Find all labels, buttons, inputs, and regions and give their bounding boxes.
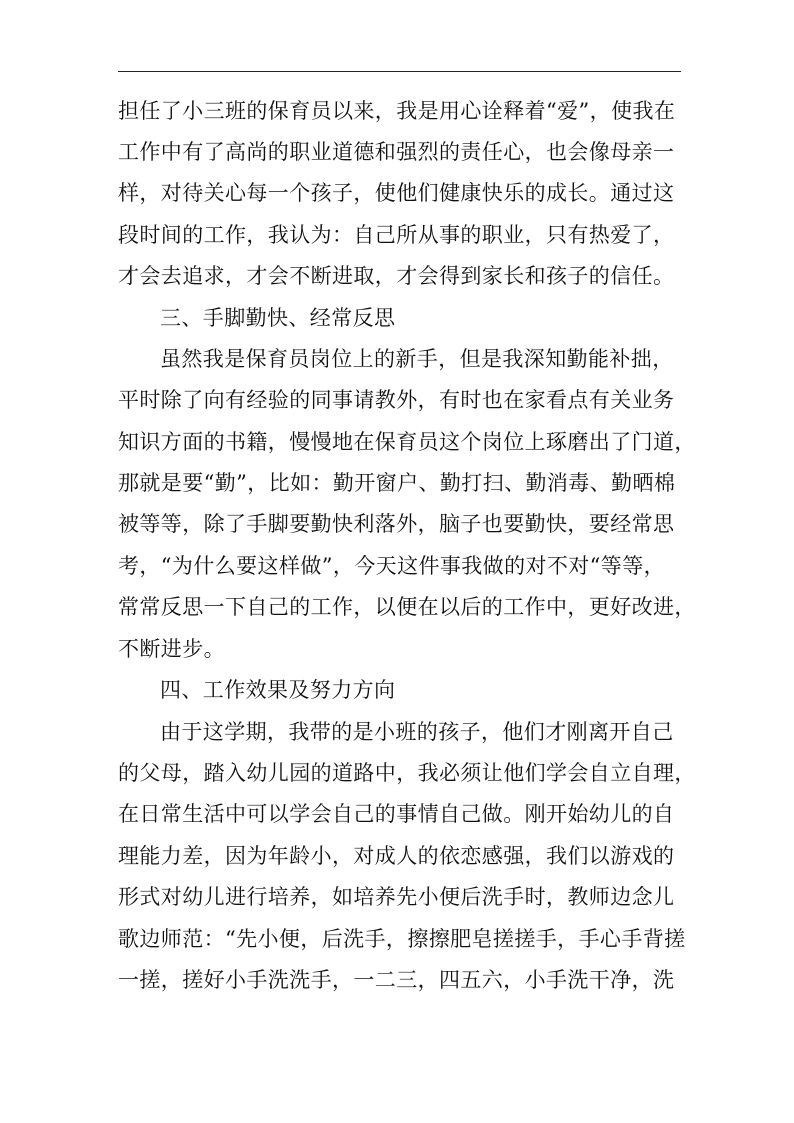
text-line: 工作中有了高尚的职业道德和强烈的责任心，也会像母亲一 [118, 140, 675, 164]
section-heading: 三、手脚勤快、经常反思 [160, 306, 396, 330]
text-line: 不断进步。 [118, 637, 225, 661]
text-line: 考，“为什么要这样做”，今天这件事我做的对不对“等等， [118, 554, 666, 578]
text-line: 段时间的工作，我认为：自己所从事的职业，只有热爱了， [118, 223, 675, 247]
text-line: 在日常生活中可以学会自己的事情自己做。刚开始幼儿的自 [118, 802, 675, 826]
text-line: 由于这学期，我带的是小班的孩子，他们才刚离开自己 [160, 720, 674, 744]
text-line: 形式对幼儿进行培养，如培养先小便后洗手时，教师边念儿 [118, 885, 675, 909]
text-line: 样，对待关心每一个孩子，使他们健康快乐的成长。通过这 [118, 181, 675, 205]
text-line: 知识方面的书籍，慢慢地在保育员这个岗位上琢磨出了门道， [118, 430, 696, 454]
header-rule [118, 71, 681, 72]
text-line: 那就是要“勤”，比如：勤开窗户、勤打扫、勤消毒、勤晒棉 [118, 471, 676, 495]
text-line: 担任了小三班的保育员以来，我是用心诠释着“爱”，使我在 [118, 99, 676, 123]
text-line: 才会去追求，才会不断进取，才会得到家长和孩子的信任。 [118, 264, 675, 288]
text-line: 常常反思一下自己的工作，以便在以后的工作中，更好改进， [118, 595, 696, 619]
text-line: 被等等，除了手脚要勤快利落外，脑子也要勤快，要经常思 [118, 512, 675, 536]
text-line: 的父母，踏入幼儿园的道路中，我必须让他们学会自立自理， [118, 761, 696, 785]
text-line: 歌边师范：“先小便，后洗手，擦擦肥皂搓搓手，手心手背搓 [118, 927, 686, 951]
text-line: 理能力差，因为年龄小，对成人的依恋感强，我们以游戏的 [118, 844, 675, 868]
text-line: 平时除了向有经验的同事请教外，有时也在家看点有关业务 [118, 388, 675, 412]
text-line: 一搓，搓好小手洗洗手，一二三，四五六，小手洗干净，洗 [118, 968, 675, 992]
text-line: 虽然我是保育员岗位上的新手，但是我深知勤能补拙， [160, 347, 674, 371]
section-heading: 四、工作效果及努力方向 [160, 678, 396, 702]
